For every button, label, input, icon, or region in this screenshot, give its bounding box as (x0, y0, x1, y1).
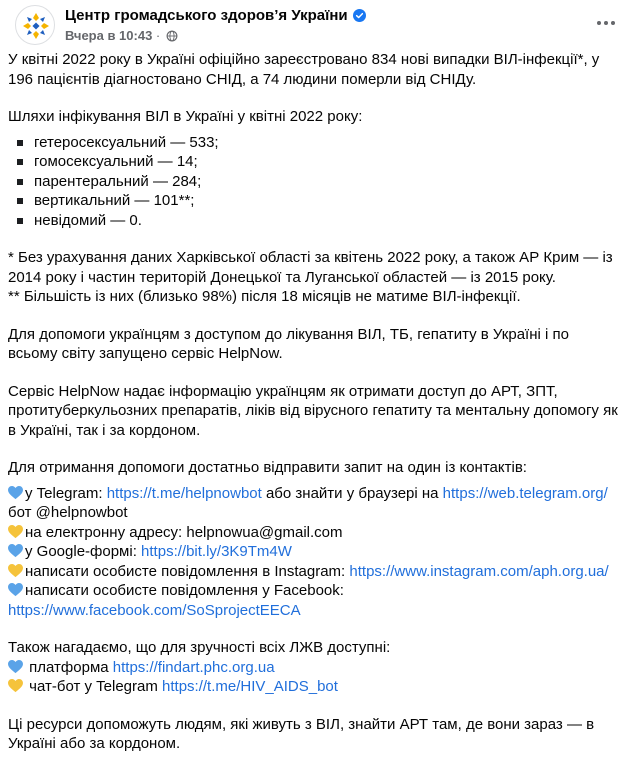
contacts-title: Для отримання допомоги достатньо відправити запит на один із контактів: (8, 459, 527, 476)
helpnow-description: Сервіс HelpNow надає інформацію українцям як отримати доступ до АРТ, ЗПТ, протитуберкульозних препаратів, ліків від вірусного гепатиту та ментальну допомогу як в Україні, так і за кордоном. (8, 382, 618, 439)
yellow-heart-icon (8, 679, 23, 693)
list-item: гетеросексуальний — 533; (8, 133, 620, 153)
phc-logo-icon (16, 6, 55, 45)
verified-badge-icon (353, 9, 366, 22)
blue-heart-icon (8, 660, 23, 674)
post-meta (65, 28, 178, 43)
footnote-2: ** Більшість із них (близько 98%) після 18 місяців не матиме ВІЛ-інфекції. (8, 288, 521, 305)
post-header (15, 4, 621, 44)
reminder-title: Також нагадаємо, що для зручності всіх ЛЖВ доступні: (8, 639, 391, 656)
yellow-heart-icon (8, 525, 23, 539)
blue-heart-icon (8, 486, 23, 500)
findart-link[interactable]: https://findart.phc.org.ua (112, 658, 275, 676)
helpnow-intro: Для допомоги українцям з доступом до лікування ВІЛ, ТБ, гепатиту в Україні і по всьому світу запущено сервіс HelpNow. (8, 325, 569, 362)
contact-telegram: у Telegram: https://t.me/helpnowbot або знайти у браузері на https://web.telegram.org/ бот @helpnowbot (8, 484, 608, 521)
routes-list (8, 133, 620, 231)
page-name[interactable]: Центр громадського здоров’я України (65, 7, 366, 24)
footnote-1: * Без урахування даних Харківської області за квітень 2022 року, а також АР Крим — із 2014 року і частин територій Донецької та Луганської областей — із 2015 року. (8, 249, 613, 286)
resource-chatbot: чат-бот у Telegram https://t.me/HIV_AIDS_bot (8, 677, 620, 697)
contact-instagram: написати особисте повідомлення в Instagram: https://www.instagram.com/aph.org.ua/ (8, 562, 620, 582)
instagram-link[interactable]: https://www.instagram.com/aph.org.ua/ (349, 562, 609, 580)
blue-heart-icon (8, 544, 23, 558)
list-item: парентеральний — 284; (8, 172, 620, 192)
list-item: гомосексуальний — 14; (8, 152, 620, 172)
footnotes (8, 248, 620, 307)
more-dot-icon (597, 21, 601, 25)
resources-block (8, 638, 620, 697)
more-dot-icon (611, 21, 615, 25)
bullet-square-icon (17, 179, 23, 185)
list-item: невідомий — 0. (8, 211, 620, 231)
page-avatar[interactable] (15, 5, 55, 45)
globe-icon[interactable] (166, 30, 178, 42)
bullet-square-icon (17, 198, 23, 204)
meta-separator: · (152, 28, 164, 43)
bullet-square-icon (17, 140, 23, 146)
closing-text: Ці ресурси допоможуть людям, які живуть з ВІЛ, знайти АРТ там, де вони зараз — в Україні або за кордоном. (8, 715, 595, 752)
routes-title: Шляхи інфікування ВІЛ в Україні у квітні 2022 року: (8, 108, 363, 125)
telegram-web-link[interactable]: https://web.telegram.org/ (442, 484, 608, 502)
more-options-button[interactable] (595, 12, 617, 34)
google-form-link[interactable]: https://bit.ly/3K9Tm4W (141, 543, 292, 560)
list-item: вертикальний — 101**; (8, 191, 620, 211)
contact-google-form: у Google-формі: https://bit.ly/3K9Tm4W (8, 542, 620, 562)
yellow-heart-icon (8, 564, 23, 578)
facebook-link[interactable]: https://www.facebook.com/SoSprojectEECA (8, 601, 301, 619)
resource-platform: платформа https://findart.phc.org.ua (8, 658, 620, 678)
contact-facebook: написати особисте повідомлення у Facebook: https://www.facebook.com/SoSprojectEECA (8, 582, 344, 619)
post-timestamp[interactable]: Вчера в 10:43 (65, 28, 153, 43)
telegram-bot-link[interactable]: https://t.me/helpnowbot (106, 484, 262, 502)
blue-heart-icon (8, 583, 23, 597)
more-dot-icon (604, 21, 608, 25)
post-intro: У квітні 2022 року в Україні офіційно зареєстровано 834 нові випадки ВІЛ-інфекції*, у 196 пацієнтів діагностовано СНІД, а 74 людини померли від СНІДу. (8, 51, 600, 88)
contacts-list (8, 484, 620, 621)
bullet-square-icon (17, 159, 23, 165)
post-body (8, 50, 620, 772)
contact-email: на електронну адресу: helpnowua@gmail.com (8, 523, 620, 543)
hiv-aids-bot-link[interactable]: https://t.me/HIV_AIDS_bot (162, 678, 338, 695)
bullet-square-icon (17, 218, 23, 224)
